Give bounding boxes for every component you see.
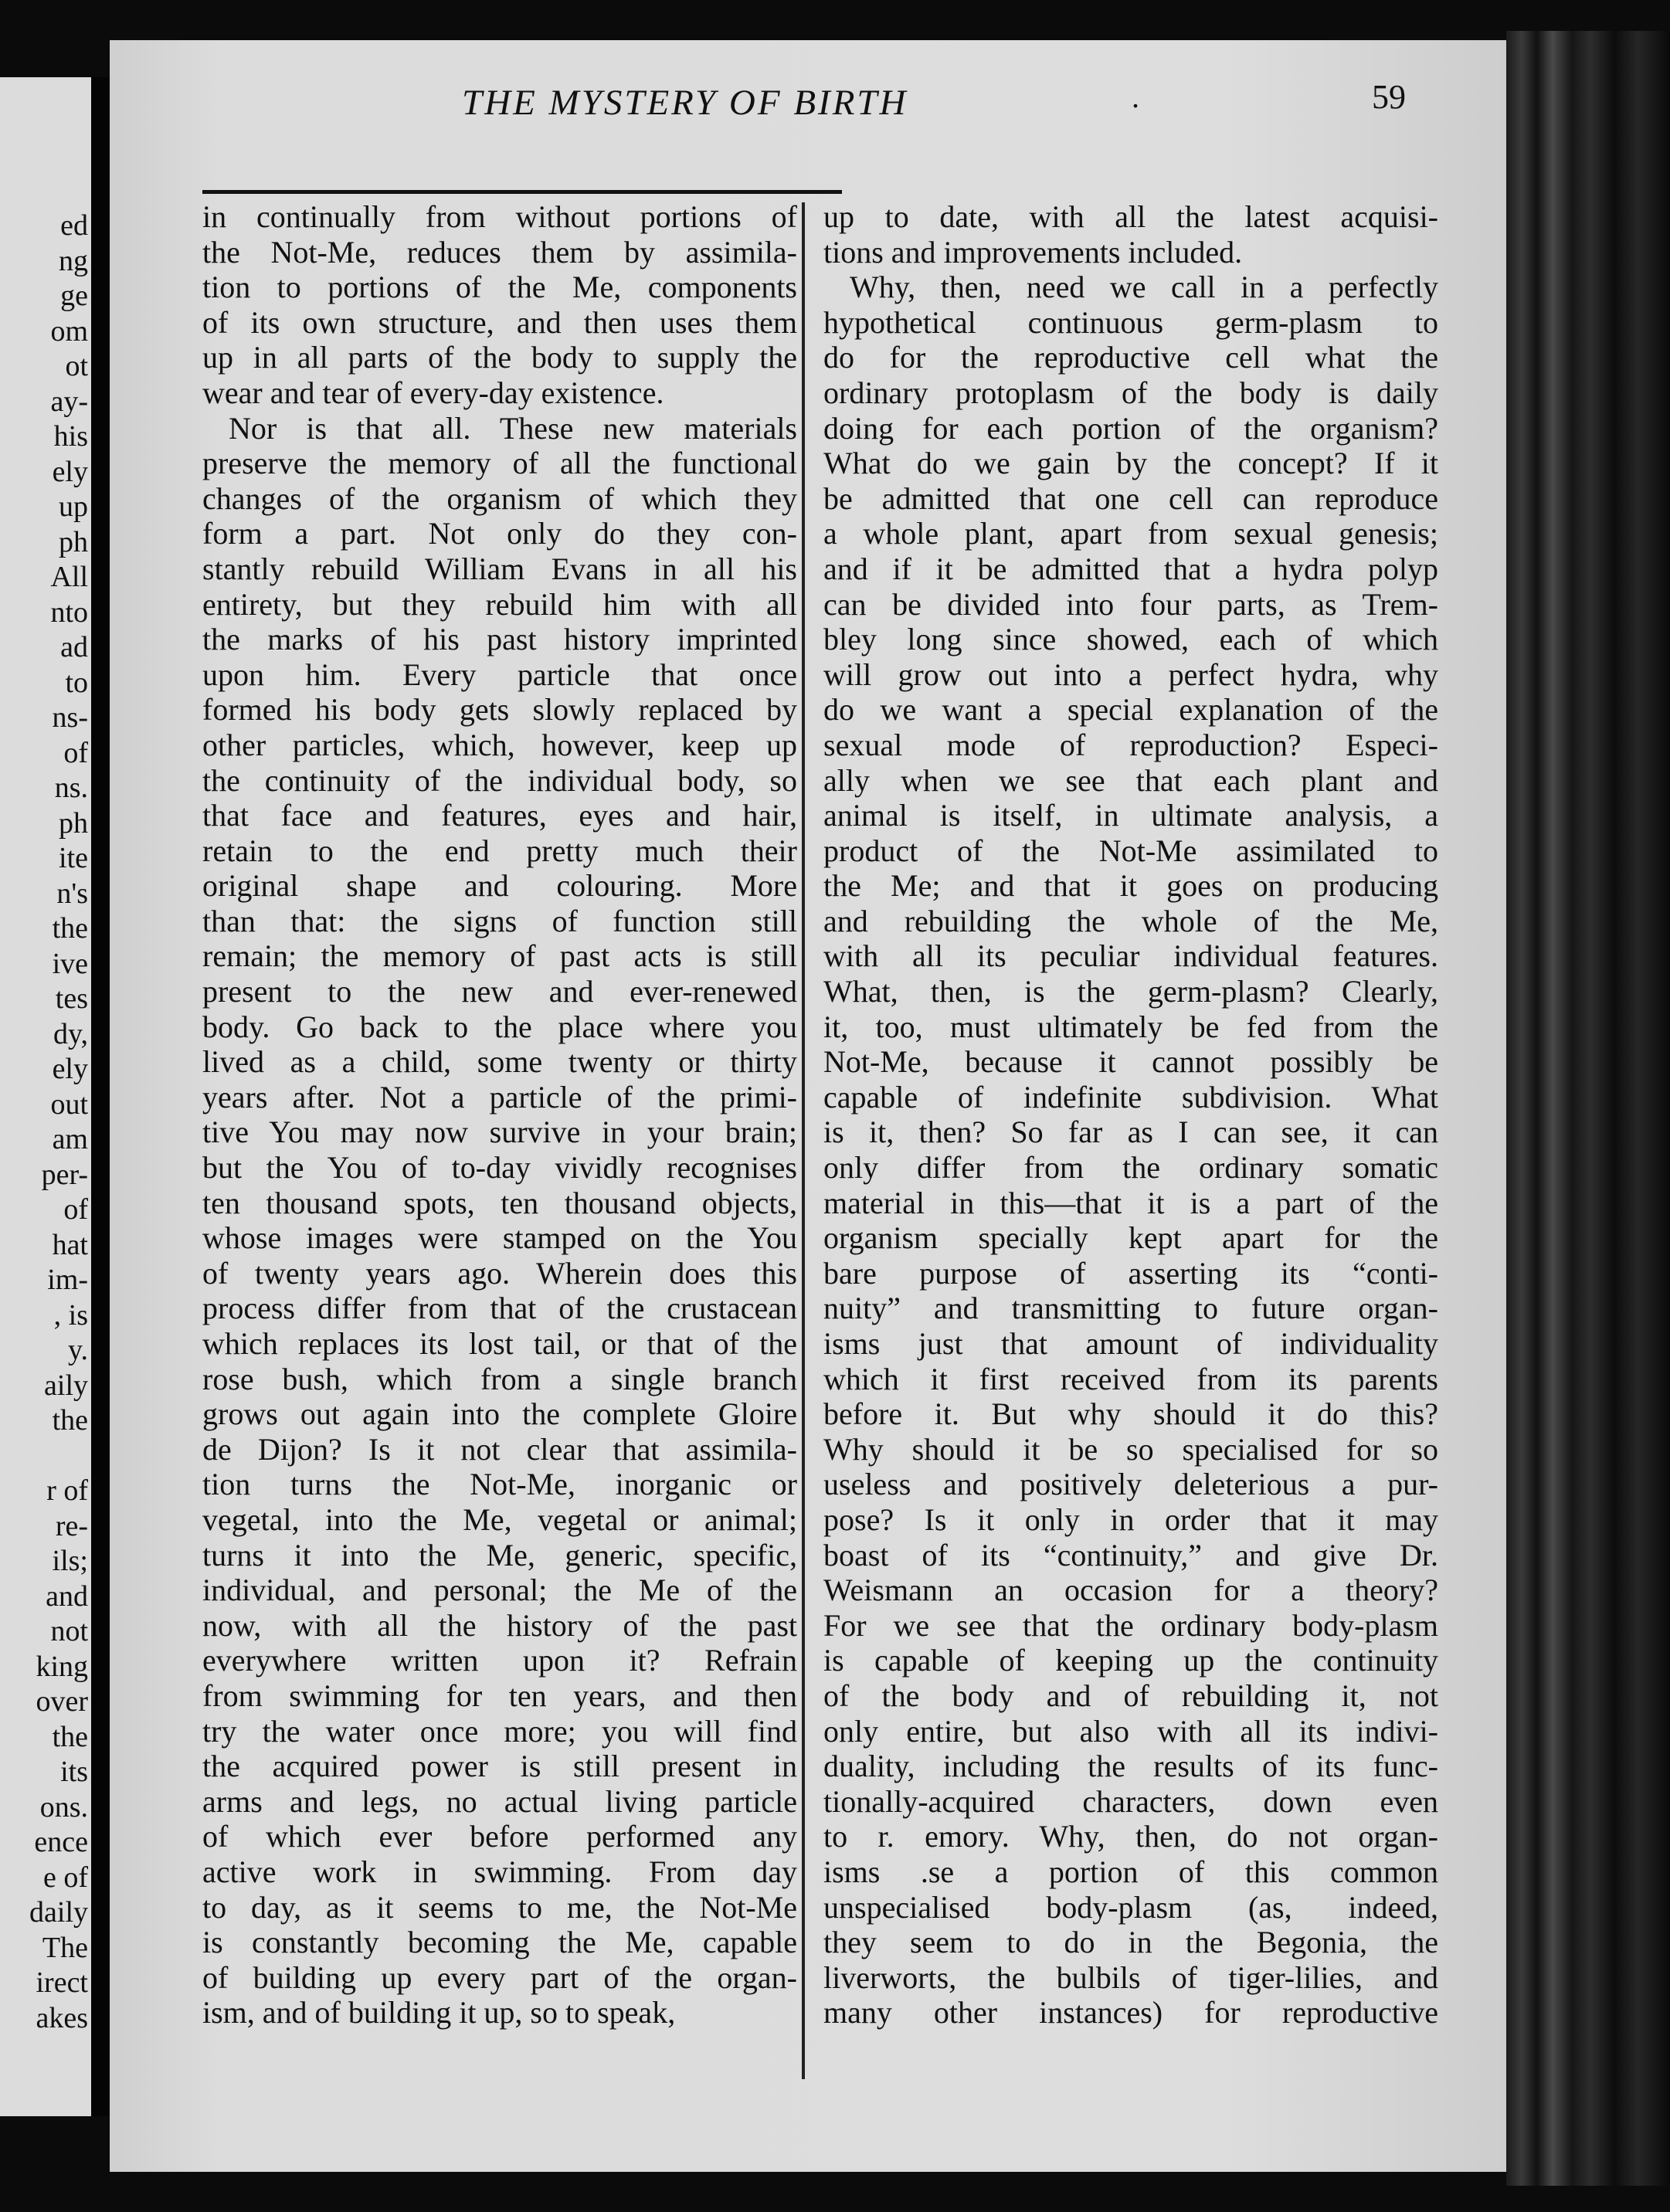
facing-page-text-fragment: ge (60, 280, 88, 312)
text-line: product of the Not-Me assimilated to (823, 833, 1438, 868)
text-line: body. Go back to the place where you (202, 1009, 797, 1044)
text-line: do for the reproductive cell what the (823, 340, 1438, 375)
text-line: ordinary protoplasm of the body is daily (823, 375, 1438, 410)
text-line: formed his body gets slowly replaced by (202, 692, 797, 728)
text-line: ism, and of building it up, so to speak, (202, 1995, 676, 2030)
facing-page-text-fragment: of (63, 1193, 88, 1226)
text-line: capable of indefinite subdivision. What (823, 1079, 1438, 1114)
text-line: form a part. Not only do they con- (202, 516, 797, 551)
text-line: What, then, is the germ-plasm? Clearly, (823, 974, 1438, 1009)
text-line: grows out again into the complete Gloire (202, 1396, 797, 1432)
column-rule (802, 202, 805, 2079)
text-line: everywhere written upon it? Refrain (202, 1643, 797, 1678)
facing-page-text-fragment: out (50, 1087, 88, 1121)
text-line: pose? Is it only in order that it may (823, 1501, 1438, 1537)
text-line: rose bush, which from a single branch (202, 1361, 797, 1396)
facing-page-text-fragment: his (53, 420, 88, 453)
facing-page-text-fragment: to (65, 666, 88, 699)
text-line: to r. emory. Why, then, do not organ- (823, 1819, 1438, 1854)
facing-page-text-fragment: its (60, 1756, 88, 1788)
text-line: to day, as it seems to me, the Not-Me (202, 1889, 797, 1925)
facing-page-text-fragment: nto (50, 595, 88, 629)
text-line: the Me; and that it goes on producing (823, 868, 1438, 904)
text-line: a whole plant, apart from sexual genesis; (823, 516, 1438, 551)
text-line: up in all parts of the body to supply the (202, 340, 797, 375)
text-line: stantly rebuild William Evans in all his (202, 551, 797, 586)
facing-page-fragment (0, 77, 91, 2116)
text-line: remain; the memory of past acts is still (202, 938, 797, 974)
facing-page-text-fragment: up (59, 490, 88, 523)
facing-page-text-fragment: ns- (52, 701, 88, 734)
text-line: can be divided into four parts, as Trem- (823, 586, 1438, 622)
text-line: which it first received from its parents (823, 1361, 1438, 1396)
text-line: changes of the organism of which they (202, 480, 797, 516)
facing-page-text-fragment: of (63, 736, 88, 769)
facing-page-text-fragment: hat (52, 1228, 88, 1261)
facing-page-text-fragment: the (52, 1720, 88, 1753)
text-line: bare purpose of asserting its “conti- (823, 1255, 1438, 1291)
text-line: wear and tear of every-day existence. (202, 375, 664, 410)
text-line: active work in swimming. From day (202, 1854, 797, 1889)
text-line: turns it into the Me, generic, specific, (202, 1537, 797, 1572)
text-line: ally when we see that each plant and (823, 762, 1438, 798)
facing-page-text-fragment: ay- (50, 385, 88, 418)
text-line: the marks of his past history imprinted (202, 622, 797, 657)
text-line: up to date, with all the latest acquisi- (823, 199, 1438, 234)
text-line: material in this—that it is a part of the (823, 1185, 1438, 1220)
text-line: Not-Me, because it cannot possibly be (823, 1044, 1438, 1080)
text-line: only differ from the ordinary somatic (823, 1150, 1438, 1186)
text-line: retain to the end pretty much their (202, 833, 797, 868)
facing-page-text-fragment: per- (41, 1158, 88, 1191)
header-rule (202, 190, 842, 194)
facing-page-text-fragment: ely (52, 1053, 88, 1085)
text-line: is capable of keeping up the continuity (823, 1643, 1438, 1678)
text-line: tions and improvements included. (823, 234, 1243, 270)
text-line: isms .se a portion of this common (823, 1854, 1438, 1889)
facing-page-text-fragment: king (36, 1650, 88, 1683)
text-line: which replaces its lost tail, or that of the (202, 1326, 797, 1361)
text-line: entirety, but they rebuild him with all (202, 586, 797, 622)
facing-page-text-fragment: ph (59, 525, 88, 558)
facing-page-text-fragment: aily (44, 1369, 88, 1402)
facing-page-text-fragment: ite (59, 842, 88, 874)
text-line: is constantly becoming the Me, capable (202, 1925, 797, 1960)
text-line: now, with all the history of the past (202, 1607, 797, 1643)
facing-page-text-fragment: akes (36, 2001, 88, 2034)
text-line: many other instances) for reproductive (823, 1995, 1438, 2030)
page-number: 59 (1372, 78, 1406, 116)
facing-page-text-fragment: ence (34, 1826, 88, 1858)
text-line: with all its peculiar individual features. (823, 938, 1438, 974)
text-line: from swimming for ten years, and then (202, 1678, 797, 1713)
text-line: liverworts, the bulbils of tiger-lilies, and (823, 1959, 1438, 1995)
text-line: do we want a special explanation of the (823, 692, 1438, 728)
text-line: and if it be admitted that a hydra polyp (823, 551, 1438, 586)
facing-page-text-fragment: , is (53, 1298, 88, 1332)
text-line: For we see that the ordinary body-plasm (823, 1607, 1438, 1643)
text-line: arms and legs, no actual living particle (202, 1783, 797, 1819)
text-line: try the water once more; you will find (202, 1713, 797, 1749)
facing-page-text-fragment: the (52, 912, 88, 945)
text-line: than that: the signs of function still (202, 903, 797, 938)
facing-page-text-fragment: ive (52, 947, 88, 980)
text-line: it, too, must ultimately be fed from the (823, 1009, 1438, 1044)
text-line: but the You of to-day vividly recognises (202, 1150, 797, 1186)
text-line: vegetal, into the Me, vegetal or animal; (202, 1501, 797, 1537)
facing-page-text-fragment: e of (42, 1861, 88, 1894)
facing-page-text-fragment: The (42, 1931, 88, 1964)
text-line: of which ever before performed any (202, 1819, 797, 1854)
text-line: Nor is that all. These new materials (229, 410, 797, 446)
facing-page-text-fragment: irect (36, 1966, 88, 1999)
text-line: organism specially kept apart for the (823, 1220, 1438, 1256)
facing-page-text-fragment: am (52, 1123, 88, 1155)
facing-page-text-fragment: r of (46, 1474, 88, 1507)
facing-page-text-fragment: ely (52, 455, 88, 488)
text-line: tionally-acquired characters, down even (823, 1783, 1438, 1819)
facing-page-text-fragment: ons. (39, 1790, 88, 1824)
facing-page-text-fragment: im- (47, 1264, 88, 1296)
facing-page-text-fragment: not (50, 1615, 88, 1647)
text-line: doing for each portion of the organism? (823, 410, 1438, 446)
text-line: of its own structure, and then uses them (202, 304, 797, 340)
running-head-separator: . (1132, 80, 1139, 114)
facing-page-text-fragment: ot (65, 350, 88, 382)
text-line: years after. Not a particle of the primi- (202, 1079, 797, 1114)
text-line: useless and positively deleterious a pur- (823, 1467, 1438, 1502)
facing-page-text-fragment: re- (55, 1509, 88, 1542)
text-line: Why, then, need we call in a perfectly (850, 270, 1438, 305)
text-line: is it, then? So far as I can see, it can (823, 1114, 1438, 1150)
text-line: before it. But why should it do this? (823, 1396, 1438, 1432)
text-line: that face and features, eyes and hair, (202, 798, 797, 833)
text-line: other particles, which, however, keep up (202, 727, 797, 762)
text-line: hypothetical continuous germ-plasm to (823, 304, 1438, 340)
facing-page-text-fragment: ad (60, 631, 88, 663)
facing-page-text-fragment: over (36, 1685, 88, 1718)
facing-page-text-fragment: tes (55, 982, 88, 1015)
facing-page-text-fragment: dy, (53, 1017, 88, 1050)
facing-page-text-fragment: ed (60, 209, 88, 242)
text-line: tion to portions of the Me, components (202, 270, 797, 305)
facing-page-text-fragment: daily (29, 1896, 88, 1929)
text-line: be admitted that one cell can reproduce (823, 480, 1438, 516)
text-line: of twenty years ago. Wherein does this (202, 1255, 797, 1291)
text-line: of building up every part of the organ- (202, 1959, 797, 1995)
text-line: will grow out into a perfect hydra, why (823, 656, 1438, 692)
text-line: individual, and personal; the Me of the (202, 1572, 797, 1608)
text-line: present to the new and ever-renewed (202, 974, 797, 1009)
text-line: and rebuilding the whole of the Me, (823, 903, 1438, 938)
text-line: animal is itself, in ultimate analysis, a (823, 798, 1438, 833)
text-column-right (823, 199, 1438, 2030)
facing-page-text-fragment: All (50, 561, 88, 593)
facing-page-text-fragment: ng (59, 244, 88, 277)
text-line: boast of its “continuity,” and give Dr. (823, 1537, 1438, 1572)
text-line: tion turns the Not-Me, inorganic or (202, 1467, 797, 1502)
text-line: they seem to do in the Begonia, the (823, 1925, 1438, 1960)
page-edges (1506, 31, 1670, 2186)
text-line: unspecialised body-plasm (as, indeed, (823, 1889, 1438, 1925)
running-head: THE MYSTERY OF BIRTH (462, 83, 908, 123)
text-line: of the body and of rebuilding it, not (823, 1678, 1438, 1713)
text-line: ten thousand spots, ten thousand objects, (202, 1185, 797, 1220)
text-line: nuity” and transmitting to future organ- (823, 1291, 1438, 1326)
facing-page-text-fragment: and (46, 1579, 88, 1613)
text-line: sexual mode of reproduction? Especi- (823, 727, 1438, 762)
book-gutter (91, 77, 110, 2116)
text-line: bley long since showed, each of which (823, 622, 1438, 657)
text-line: process differ from that of the crustacean (202, 1291, 797, 1326)
text-line: the Not-Me, reduces them by assimila- (202, 234, 797, 270)
text-line: the continuity of the individual body, so (202, 762, 797, 798)
text-line: Why should it be so specialised for so (823, 1431, 1438, 1467)
text-line: the acquired power is still present in (202, 1749, 797, 1784)
text-line: whose images were stamped on the You (202, 1220, 797, 1256)
text-line: preserve the memory of all the functional (202, 446, 797, 481)
text-line: original shape and colouring. More (202, 868, 797, 904)
text-line: duality, including the results of its func- (823, 1749, 1438, 1784)
text-line: in continually from without portions of (202, 199, 797, 234)
facing-page-text-fragment: om (50, 314, 88, 348)
text-line: tive You may now survive in your brain; (202, 1114, 797, 1150)
text-line: isms just that amount of individuality (823, 1326, 1438, 1361)
facing-page-text-fragment: the (52, 1404, 88, 1437)
facing-page-text-fragment: y. (67, 1334, 88, 1366)
facing-page-text-fragment: ns. (54, 772, 88, 804)
facing-page-text-fragment: ph (59, 806, 88, 840)
text-line: only entire, but also with all its indivi- (823, 1713, 1438, 1749)
text-line: What do we gain by the concept? If it (823, 446, 1438, 481)
text-line: Weismann an occasion for a theory? (823, 1572, 1438, 1608)
facing-page-text-fragment: ils; (52, 1545, 88, 1577)
text-line: de Dijon? Is it not clear that assimila- (202, 1431, 797, 1467)
text-column-left (202, 199, 797, 2030)
text-line: lived as a child, some twenty or thirty (202, 1044, 797, 1080)
text-line: upon him. Every particle that once (202, 656, 797, 692)
facing-page-text-fragment: n's (56, 877, 88, 910)
